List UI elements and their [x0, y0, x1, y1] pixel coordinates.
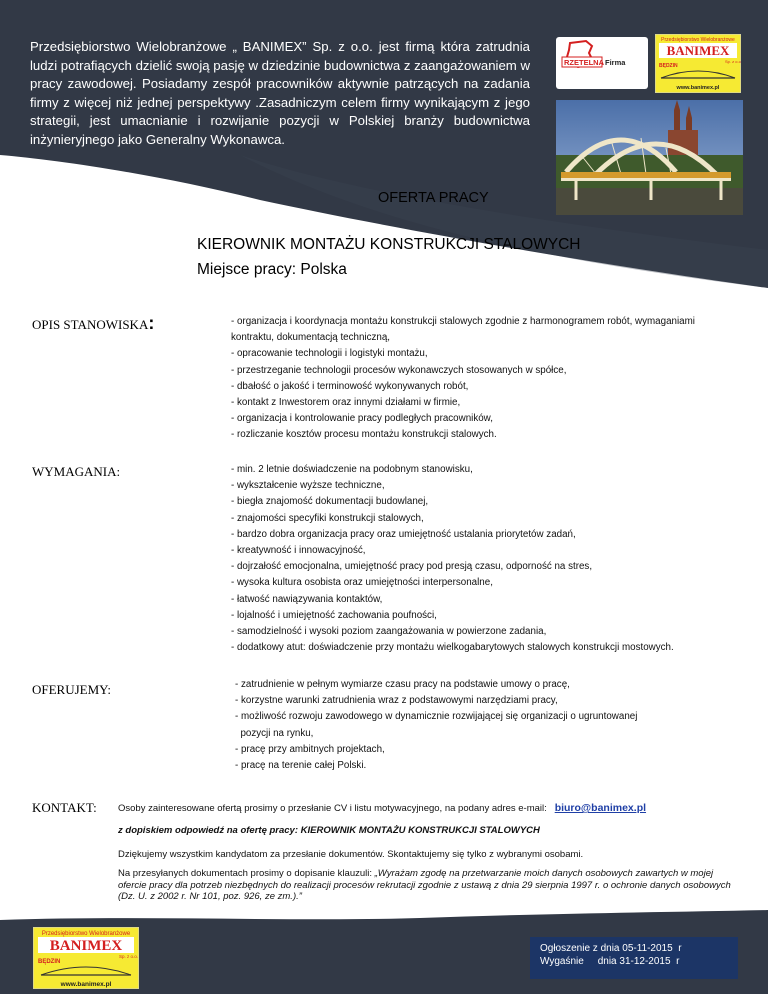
list-item: - możliwość rozwoju zawodowego w dynamicznie rozwijającej się organizacji o ugruntowanej — [235, 711, 638, 723]
contact-line — [118, 802, 738, 815]
company-intro: Przedsiębiorstwo Wielobranżowe „ BANIMEX” Sp. z o.o. jest firmą która zatrudnia ludzi potrafiących dzielić swoją pasję w dziedzinie budownictwa z zaangażowaniem w pracy zawodowej. Posiadamy zespół pracowników aktywnie patrzących na zadania firmy z więcej niż jednej perspektywy .Zasadniczym celem firmy wynikającym z jego strategii, jest umacnianie i rozwijanie pozycji w Polskiej branży budownictwa inżynieryjnego jako Generalny Wykonawca. — [30, 39, 530, 147]
list-item: - wykształcenie wyższe techniczne, — [231, 480, 385, 492]
contact-label: KONTAKT: — [32, 800, 97, 815]
contact-thanks: Dziękujemy wszystkim kandydatom za przesłanie dokumentów. Skontaktujemy się tylko z wybranymi osobami. — [118, 849, 584, 860]
logo-top-url: www.banimex.pl — [676, 85, 720, 91]
list-item: pozycji na rynku, — [235, 727, 314, 739]
logo-top-suffix: Sp. z o.o. — [725, 59, 741, 64]
list-item: - lojalność i umiejętność zachowania poufności, — [231, 609, 437, 621]
list-item: - biegła znajomość dokumentacji budowlanej, — [231, 496, 429, 508]
logo-bottom-url: www.banimex.pl — [60, 981, 112, 988]
logo-top-tagline: Przedsiębiorstwo Wielobranżowe — [661, 37, 735, 43]
list-item: - znajomości specyfiki konstrukcji stalowych, — [231, 512, 424, 524]
clause-intro: Na przesyłanych dokumentach prosimy o dopisanie klauzuli: — [118, 868, 375, 879]
expiry-date: Wygaśnie dnia 31-12-2015 r — [540, 956, 680, 967]
description-list — [231, 314, 695, 444]
list-item: - organizacja i koordynacja montażu konstrukcji stalowych zgodnie z harmonogramem robót, wymaganiami — [231, 316, 695, 327]
requirements-label: WYMAGANIA: — [32, 464, 121, 479]
list-item: - korzystne warunki zatrudnienia wraz z podstawowymi narzędziami pracy, — [235, 695, 558, 707]
email-link[interactable]: biuro@banimex.pl — [554, 802, 647, 814]
job-location: Miejsce pracy: Polska — [197, 261, 347, 278]
description-label-colon: : — [148, 313, 155, 333]
contact-instructions: Osoby zainteresowane ofertą prosimy o przesłanie CV i listu motywacyjnego, na podany adres e-mail: — [118, 803, 547, 814]
offer-heading: OFERTA PRACY — [378, 190, 489, 206]
list-item: - samodzielność i wysoki poziom zaangażowania w powierzone zadania, — [231, 625, 547, 637]
description-label — [32, 313, 154, 334]
clause-text: „Wyrażam zgodę na przetwarzanie moich danych osobowych zawartych w mojej ofercie pracy dla potrzeb niezbędnych do realizacji procesów rekrutacji zgodnie z ustawą z dnia 29 sierpnia 1997 r. o ochronie danych osobowych (Dz. U. z 2002 r. Nr 101, poz. 926, ze zm.).” — [118, 868, 731, 902]
list-item: kontraktu, dokumentacją techniczną, — [231, 332, 391, 344]
list-item: - dbałość o jakość i terminowość wykonywanych robót, — [231, 380, 469, 392]
contact-clause — [118, 868, 738, 903]
banimex-logo-top — [655, 34, 741, 93]
list-item: - wysoka kultura osobista oraz umiejętności interpersonalne, — [231, 577, 493, 589]
posted-date: Ogłoszenie z dnia 05-11-2015 r — [540, 943, 682, 954]
list-item: - przestrzeganie technologii procesów wykonawczych stosowanych w spółce, — [231, 364, 567, 376]
list-item: - dodatkowy atut: doświadczenie przy montażu wielkogabarytowych stalowych konstrukcji mostowych. — [231, 642, 674, 654]
rzetelna-firma-logo — [556, 37, 648, 89]
svg-text:Firma: Firma — [605, 58, 626, 67]
description-label-text: OPIS STANOWISKA — [32, 317, 149, 332]
list-item: - organizacja i kontrolowanie pracy podległych pracowników, — [231, 413, 493, 425]
list-item: - rozliczanie kosztów procesu montażu konstrukcji stalowych. — [231, 429, 497, 441]
date-box — [530, 937, 738, 979]
list-item: - dojrzałość emocjonalna, umiejętność pracy pod presją czasu, odporność na stres, — [231, 561, 593, 573]
requirements-list — [231, 462, 674, 656]
svg-text:RZETELNA: RZETELNA — [564, 58, 604, 67]
logo-bottom-suffix: Sp. z o.o. — [119, 954, 139, 959]
list-item: - kreatywność i innowacyjność, — [231, 544, 366, 556]
contact-subject: z dopiskiem odpowiedź na ofertę pracy: KIEROWNIK MONTAŻU KONSTRUKCJI STALOWYCH — [118, 825, 540, 836]
poland-map-icon — [556, 37, 648, 89]
list-item: - pracę przy ambitnych projektach, — [235, 743, 385, 755]
list-item: - pracę na terenie całej Polski. — [235, 759, 367, 771]
logo-top-city: BĘDZIN — [659, 63, 678, 69]
offers-label: OFERUJEMY: — [32, 682, 111, 697]
banimex-logo-bottom — [33, 927, 139, 989]
list-item: - opracowanie technologii i logistyki montażu, — [231, 348, 428, 360]
offers-list — [235, 677, 637, 774]
list-item: - bardzo dobra organizacja pracy oraz umiejętność ustalania priorytetów zadań, — [231, 528, 576, 540]
logo-bottom-city: BĘDZIN — [38, 959, 61, 965]
list-item: - min. 2 letnie doświadczenie na podobnym stanowisku, — [231, 464, 473, 475]
job-title: KIEROWNIK MONTAŻU KONSTRUKCJI STALOWYCH — [197, 236, 581, 253]
list-item: - zatrudnienie w pełnym wymiarze czasu pracy na podstawie umowy o pracę, — [235, 679, 570, 690]
bridge-photo — [556, 100, 743, 215]
list-item: - kontakt z Inwestorem oraz innymi działami w firmie, — [231, 396, 461, 408]
logo-bottom-tagline: Przedsiębiorstwo Wielobranżowe — [41, 931, 131, 937]
list-item: - łatwość nawiązywania kontaktów, — [231, 593, 383, 605]
logo-bottom-name: BANIMEX — [49, 938, 123, 954]
logo-top-name: BANIMEX — [666, 43, 730, 58]
